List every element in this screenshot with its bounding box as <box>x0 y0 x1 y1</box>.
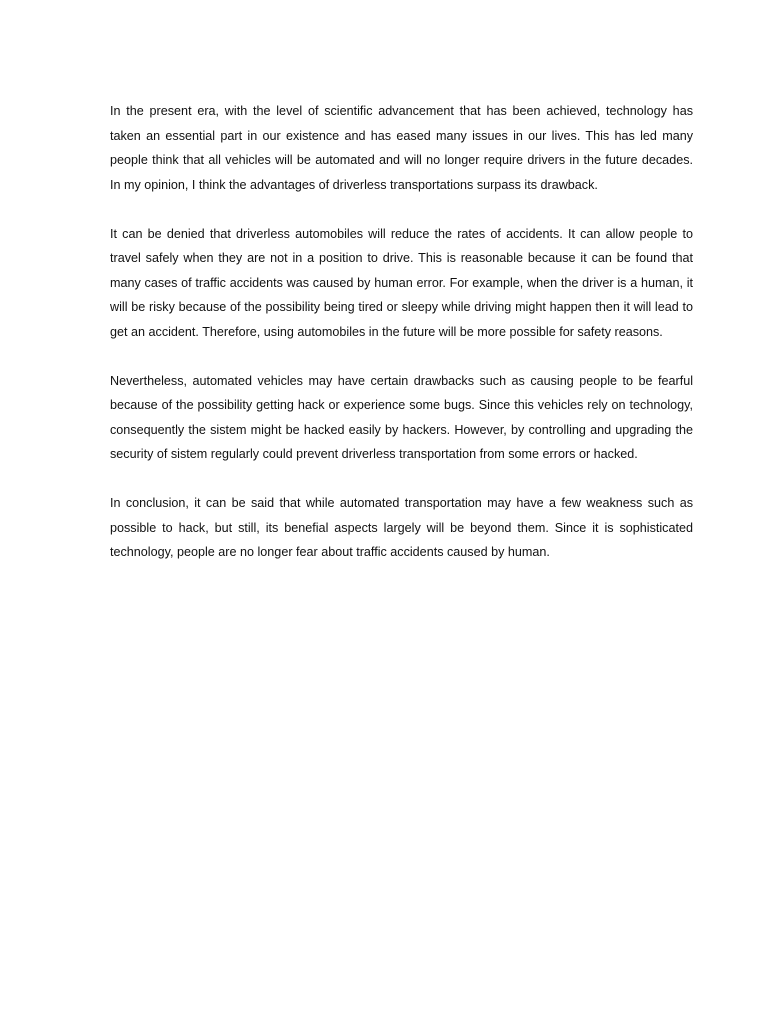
paragraph-introduction: In the present era, with the level of scientific advancement that has been achieved, technology has taken an essential part in our existence and has eased many issues in our lives. This has led many people think that all vehicles will be automated and will no longer require drivers in the future decades. In my opinion, I think the advantages of driverless transportations surpass its drawback. <box>110 104 693 192</box>
paragraph-conclusion: In conclusion, it can be said that while automated transportation may have a few weakness such as possible to hack, but still, its benefial aspects largely will be beyond them. Since it is sophisticated technology, people are no longer fear about traffic accidents caused by human. <box>110 496 693 559</box>
essay-body <box>110 99 693 565</box>
paragraph-advantages: It can be denied that driverless automobiles will reduce the rates of accidents. It can allow people to travel safely when they are not in a position to drive. This is reasonable because it can be found that many cases of traffic accidents was caused by human error. For example, when the driver is a human, it will be risky because of the possibility being tired or sleepy while driving might happen then it will lead to get an accident. Therefore, using automobiles in the future will be more possible for safety reasons. <box>110 226 693 339</box>
paragraph-drawbacks: Nevertheless, automated vehicles may have certain drawbacks such as causing people to be fearful because of the possibility getting hack or experience some bugs. Since this vehicles rely on technology, consequently the sistem might be hacked easily by hackers. However, by controlling and upgrading the security of sistem regularly could prevent driverless transportation from some errors or hacked. <box>110 373 693 461</box>
